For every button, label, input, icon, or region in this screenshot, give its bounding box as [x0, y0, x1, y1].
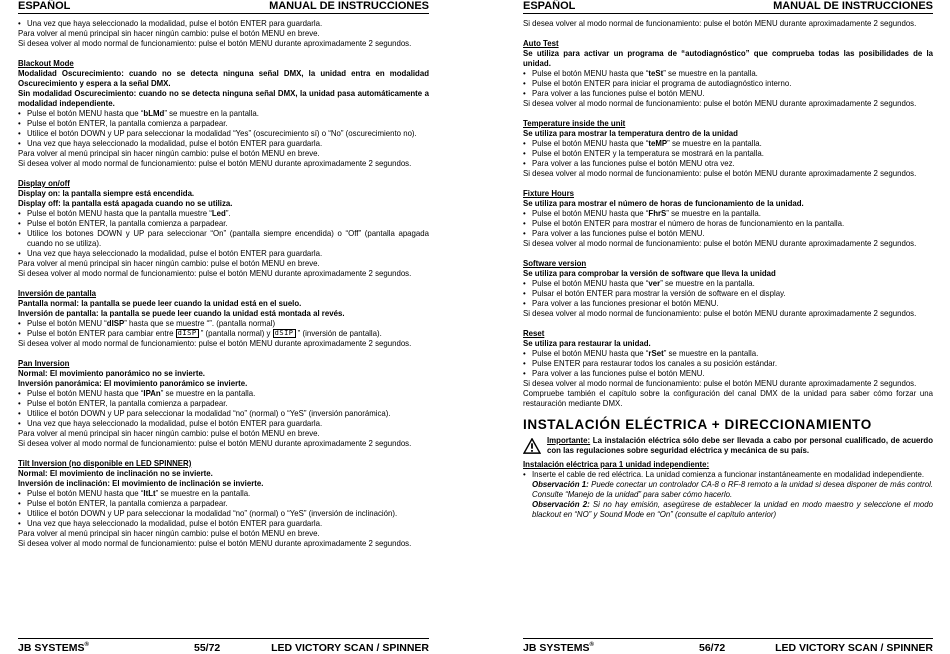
subsection-title: Instalación eléctrica para 1 unidad independiente:: [523, 460, 710, 469]
section-title: Pan Inversion: [18, 359, 70, 368]
section-title: Software version: [523, 259, 587, 268]
section-description: Se utiliza para mostrar la temperatura dentro de la unidad: [523, 129, 738, 138]
left-page: [18, 0, 429, 654]
section-blackout: [18, 59, 429, 169]
list-item: • Inserte el cable de red eléctrica. La unidad comienza a funcionar instantáneamente en modalidad independiente.: [523, 470, 933, 480]
footer-model: LED VICTORY SCAN / SPINNER: [775, 642, 933, 654]
chapter-title: INSTALACIÓN ELÉCTRICA + DIRECCIONAMIENTO: [523, 417, 872, 432]
lcd-display-inverted-icon: dSIP: [274, 329, 294, 338]
list-item: • Pulse el botón ENTER para cambiar entre dISP ” (pantalla normal) y dSIP ” (inversión de pantalla).: [18, 329, 429, 339]
header-title: MANUAL DE INSTRUCCIONES: [269, 0, 429, 12]
section-description: Normal: El movimiento panorámico no se invierte.: [18, 369, 205, 378]
menu-code: Led: [211, 209, 226, 218]
paragraph: Si desea volver al modo normal de funcionamiento: pulse el botón MENU durante aproximadamente 2 segundos.: [523, 379, 917, 388]
paragraph: Si desea volver al modo normal de funcionamiento: pulse el botón MENU durante aproximadamente 2 segundos.: [18, 269, 412, 278]
paragraph: Si desea volver al modo normal de funcionamiento: pulse el botón MENU durante aproximadamente 2 segundos.: [18, 159, 412, 168]
section-fixture-hours: [523, 189, 933, 249]
section-description: Normal: El movimiento de inclinación no se invierte.: [18, 469, 213, 478]
page-header: [18, 0, 429, 14]
list-item: • Pulsar el botón ENTER para mostrar la versión de software en el display.: [523, 289, 933, 299]
list-item: • Pulse el botón ENTER para mostrar el número de horas de funcionamiento en la pantalla.: [523, 219, 933, 229]
section-description: Se utiliza para mostrar el número de horas de funcionamiento de la unidad.: [523, 199, 804, 208]
section-reset: [523, 329, 933, 409]
section-title: Inversión de pantalla: [18, 289, 97, 298]
page-footer: [18, 638, 429, 654]
list-item: • Una vez que haya seleccionado la modalidad, pulse el botón ENTER para guardarla.: [18, 139, 429, 149]
paragraph: Compruebe también el capítulo sobre la configuración del canal DMX de la unidad para saber cómo forzar una restauración mediante DMX.: [523, 389, 933, 408]
lcd-display-icon: dISP: [177, 329, 197, 338]
list-item: • Pulse el botón ENTER, la pantalla comienza a parpadear.: [18, 119, 429, 129]
section-description: Se utiliza para activar un programa de “autodiagnóstico” que comprueba todas las posibilidades de la unidad.: [523, 49, 933, 68]
paragraph: Si desea volver al modo normal de funcionamiento: pulse el botón MENU durante aproximadamente 2 segundos.: [18, 39, 412, 48]
header-language: ESPAÑOL: [523, 0, 576, 12]
list-item: • Pulse el botón ENTER, la pantalla comienza a parpadear.: [18, 219, 429, 229]
list-item: • Una vez que haya seleccionado la modalidad, pulse el botón ENTER para guardarla.: [18, 419, 429, 429]
list-item: • Pulse el botón MENU hasta que “IPAn” se muestre en la pantalla.: [18, 389, 429, 399]
list-item: • Pulse el botón MENU hasta que “teSt” se muestre en la pantalla.: [523, 69, 933, 79]
section-display: [18, 179, 429, 279]
menu-code: IPAn: [143, 389, 161, 398]
section-description: Inversión de inclinación: El movimiento de inclinación se invierte.: [18, 479, 264, 488]
section-description: Se utiliza para comprobar la versión de software que lleva la unidad: [523, 269, 776, 278]
warning-text: Importante: La instalación eléctrica sólo debe ser llevada a cabo por personal cualificado, de acuerdo con las regulaciones sobre seguridad eléctrica y mecánica de su país.: [547, 436, 933, 455]
section-description: Display on: la pantalla siempre está encendida.: [18, 189, 195, 198]
list-item: • Pulse el botón ENTER para iniciar el programa de autodiagnóstico interno.: [523, 79, 933, 89]
section-title: Reset: [523, 329, 545, 338]
paragraph: Para volver al menú principal sin hacer ningún cambio: pulse el botón MENU en breve.: [18, 29, 320, 38]
paragraph: Para volver al menú principal sin hacer ningún cambio: pulse el botón MENU en breve.: [18, 259, 320, 268]
list-item: • Para volver a las funciones pulse el botón MENU otra vez.: [523, 159, 933, 169]
section-display-inversion: [18, 289, 429, 349]
footer-model: LED VICTORY SCAN / SPINNER: [271, 642, 429, 654]
list-item: • Utilice los botones DOWN y UP para seleccionar “On” (pantalla siempre encendida) o “Off” (pantalla apagada cuando no se utiliza).: [18, 229, 429, 249]
header-language: ESPAÑOL: [18, 0, 71, 12]
page-footer: [523, 638, 933, 654]
section-tilt-inversion: [18, 459, 429, 549]
footer-brand: JB SYSTEMS®: [18, 642, 89, 654]
section-temperature: [523, 119, 933, 179]
list-item: • Utilice el botón DOWN y UP para seleccionar la modalidad “no” (normal) o “YeS” (inversión panorámica).: [18, 409, 429, 419]
section-description: Sin modalidad Oscurecimiento: cuando no se detecta ninguna señal DMX, la unidad pasa automáticamente a modalidad independiente.: [18, 89, 429, 108]
list-item: • Pulse el botón MENU hasta que “FhrS” se muestre en la pantalla.: [523, 209, 933, 219]
header-title: MANUAL DE INSTRUCCIONES: [773, 0, 933, 12]
list-item: • Una vez que haya seleccionado la modalidad, pulse el botón ENTER para guardarla.: [18, 19, 429, 29]
list-item: • Una vez que haya seleccionado la modalidad, pulse el botón ENTER para guardarla.: [18, 249, 429, 259]
list-item: • Pulse el botón MENU “dISP” hasta que se muestre “”. (pantalla normal): [18, 319, 429, 329]
list-item: • Una vez que haya seleccionado la modalidad, pulse el botón ENTER para guardarla.: [18, 519, 429, 529]
list-item: • Utilice el botón DOWN y UP para seleccionar la modalidad “Yes” (oscurecimiento sí) o “No” (oscurecimiento no).: [18, 129, 429, 139]
list-item: • Pulse el botón MENU hasta que “ver” se muestre en la pantalla.: [523, 279, 933, 289]
menu-code: teSt: [648, 69, 664, 78]
section-title: Auto Test: [523, 39, 559, 48]
page-number: 55/72: [194, 642, 221, 654]
section-title: Temperature inside the unit: [523, 119, 626, 128]
menu-code: FhrS: [648, 209, 667, 218]
paragraph: Si desea volver al modo normal de funcionamiento: pulse el botón MENU durante aproximadamente 2 segundos.: [18, 339, 412, 348]
paragraph: Si desea volver al modo normal de funcionamiento: pulse el botón MENU durante aproximadamente 2 segundos.: [523, 99, 917, 108]
menu-code: rSet: [648, 349, 664, 358]
list-item: • Para volver a las funciones pulse el botón MENU.: [523, 89, 933, 99]
section-description: Display off: la pantalla está apagada cuando no se utiliza.: [18, 199, 233, 208]
section-title: Display on/off: [18, 179, 70, 188]
paragraph: Si desea volver al modo normal de funcionamiento: pulse el botón MENU durante aproximadamente 2 segundos.: [523, 239, 917, 248]
menu-code: bLMd: [143, 109, 165, 118]
section-description: Inversión panorámica: El movimiento panorámico se invierte.: [18, 379, 248, 388]
right-page: [523, 0, 933, 654]
warning-box: [523, 436, 933, 456]
warning-icon: [523, 438, 541, 454]
list-item: • Pulse el botón ENTER, la pantalla comienza a parpadear.: [18, 499, 429, 509]
section-description: Inversión de pantalla: la pantalla se puede leer cuando la unidad está montada al revés.: [18, 309, 345, 318]
page-header: [523, 0, 933, 14]
list-item: • Para volver a las funciones pulse el botón MENU.: [523, 229, 933, 239]
paragraph: Si desea volver al modo normal de funcionamiento: pulse el botón MENU durante aproximadamente 2 segundos.: [523, 19, 917, 28]
list-item: • Para volver a las funciones presionar el botón MENU.: [523, 299, 933, 309]
section-description: Modalidad Oscurecimiento: cuando no se detecta ninguna señal DMX, la unidad entra en modalidad Oscurecimiento y espera a la señal DMX.: [18, 69, 429, 88]
observation-1: Observación 1: Puede conectar un controlador CA-8 o RF-8 remoto a la unidad si desea disponer de más control. Consulte “Manejo de la unidad” para saber cómo hacerlo.: [532, 480, 934, 499]
section-pan-inversion: [18, 359, 429, 449]
list-item: • Para volver a las funciones pulse el botón MENU.: [523, 369, 933, 379]
section-title: Fixture Hours: [523, 189, 574, 198]
list-item: • Utilice el botón DOWN y UP para seleccionar la modalidad “no” (normal) o “YeS” (inversión de inclinación).: [18, 509, 429, 519]
section-software-version: [523, 259, 933, 319]
paragraph: Si desea volver al modo normal de funcionamiento: pulse el botón MENU durante aproximadamente 2 segundos.: [523, 309, 917, 318]
list-item: • Pulse el botón ENTER, la pantalla comienza a parpadear.: [18, 399, 429, 409]
observation-2: Observación 2: Si no hay emisión, asegúrese de establecer la unidad en modo maestro y seleccione el modo blackout en “NO” y Sound Mode en “On” (consulte el capítulo anterior): [532, 500, 934, 519]
list-item: • Pulse el botón MENU hasta que “ItLt” se muestre en la pantalla.: [18, 489, 429, 499]
list-item: • Pulse el botón MENU hasta que la pantalla muestre “Led”.: [18, 209, 429, 219]
menu-code: ItLt: [143, 489, 156, 498]
paragraph: Si desea volver al modo normal de funcionamiento: pulse el botón MENU durante aproximadamente 2 segundos.: [523, 169, 917, 178]
footer-brand: JB SYSTEMS®: [523, 642, 594, 654]
menu-code: teMP: [648, 139, 668, 148]
list-item: • Pulse el botón ENTER y la temperatura se mostrará en la pantalla.: [523, 149, 933, 159]
page-content: [523, 19, 933, 520]
paragraph: Si desea volver al modo normal de funcionamiento: pulse el botón MENU durante aproximadamente 2 segundos.: [18, 539, 412, 548]
paragraph: Para volver al menú principal sin hacer ningún cambio: pulse el botón MENU en breve.: [18, 429, 320, 438]
menu-code: dISP: [106, 319, 125, 328]
list-item: • Pulse el botón MENU hasta que “teMP” se muestre en la pantalla.: [523, 139, 933, 149]
page-number: 56/72: [699, 642, 726, 654]
paragraph: Para volver al menú principal sin hacer ningún cambio: pulse el botón MENU en breve.: [18, 529, 320, 538]
list-item: • Pulse el botón MENU hasta que “bLMd” se muestre en la pantalla.: [18, 109, 429, 119]
list-item: • Pulse ENTER para restaurar todos los canales a su posición estándar.: [523, 359, 933, 369]
section-description: Pantalla normal: la pantalla se puede leer cuando la unidad está en el suelo.: [18, 299, 302, 308]
section-title: Tilt Inversion (no disponible en LED SPINNER): [18, 459, 192, 468]
paragraph: Si desea volver al modo normal de funcionamiento: pulse el botón MENU durante aproximadamente 2 segundos.: [18, 439, 412, 448]
page-content: [18, 19, 429, 549]
list-item: • Pulse el botón MENU hasta que “rSet” se muestre en la pantalla.: [523, 349, 933, 359]
section-description: Se utiliza para restaurar la unidad.: [523, 339, 651, 348]
section-auto-test: [523, 39, 933, 109]
paragraph: Para volver al menú principal sin hacer ningún cambio: pulse el botón MENU en breve.: [18, 149, 320, 158]
section-title: Blackout Mode: [18, 59, 74, 68]
menu-code: ver: [648, 279, 661, 288]
